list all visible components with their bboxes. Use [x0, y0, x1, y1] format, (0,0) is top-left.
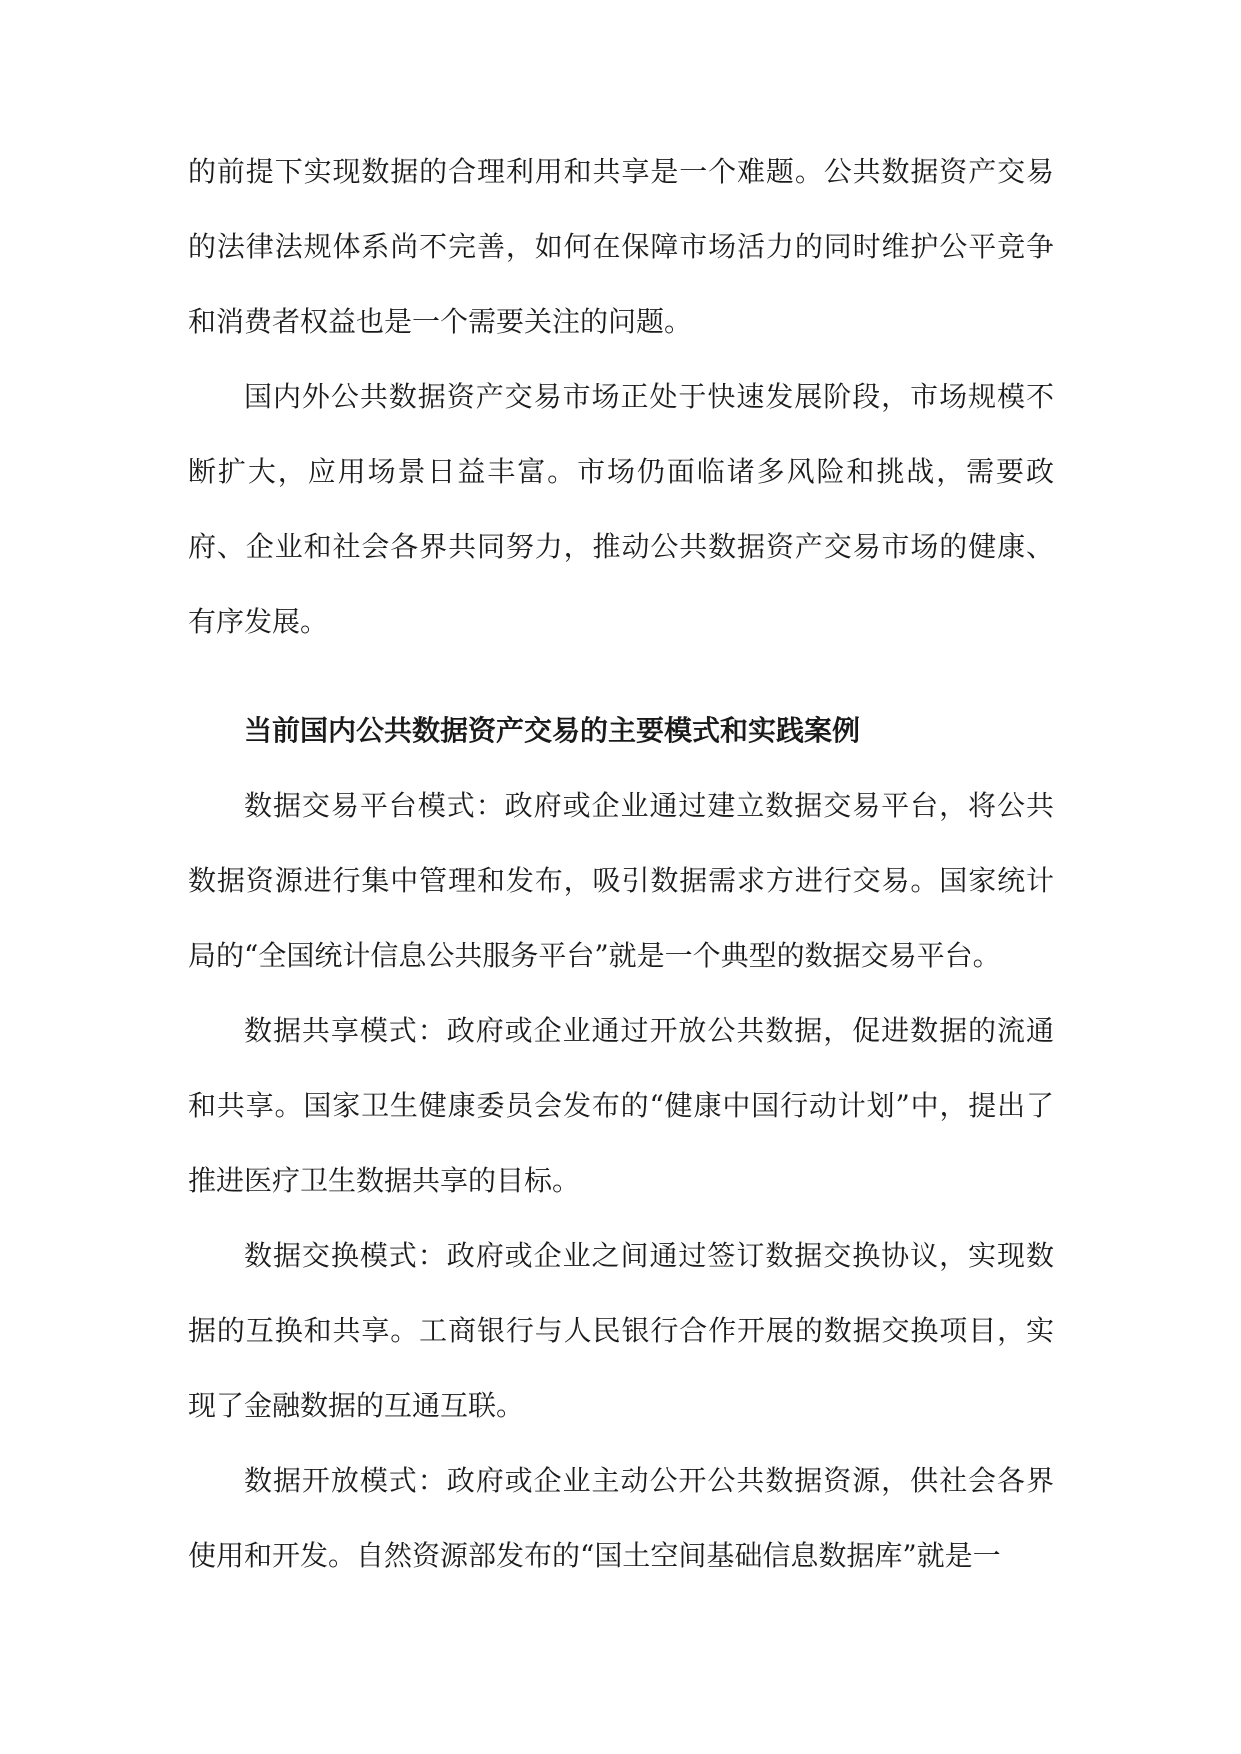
paragraph-trading-platform-mode: 数据交易平台模式：政府或企业通过建立数据交易平台，将公共数据资源进行集中管理和发布，吸引数据需求方进行交易。国家统计局的“全国统计信息公共服务平台”就是一个典型的数据交易平台。 [188, 789, 1054, 972]
paragraph-market-overview: 国内外公共数据资产交易市场正处于快速发展阶段，市场规模不断扩大，应用场景日益丰富。市场仍面临诸多风险和挑战，需要政府、企业和社会各界共同努力，推动公共数据资产交易市场的健康、有序发展。 [188, 380, 1054, 638]
paragraph-data-open-mode: 数据开放模式：政府或企业主动公开公共数据资源，供社会各界使用和开发。自然资源部发布的“国土空间基础信息数据库”就是一 [188, 1464, 1054, 1572]
paragraph-continued: 的前提下实现数据的合理利用和共享是一个难题。公共数据资产交易的法律法规体系尚不完善，如何在保障市场活力的同时维护公平竞争和消费者权益也是一个需要关注的问题。 [188, 155, 1054, 338]
paragraph-data-sharing-mode: 数据共享模式：政府或企业通过开放公共数据，促进数据的流通和共享。国家卫生健康委员会发布的“健康中国行动计划”中，提出了推进医疗卫生数据共享的目标。 [188, 1014, 1054, 1197]
section-heading: 当前国内公共数据资产交易的主要模式和实践案例 [244, 714, 861, 747]
document-body [188, 134, 1054, 1593]
paragraph-data-exchange-mode: 数据交换模式：政府或企业之间通过签订数据交换协议，实现数据的互换和共享。工商银行与人民银行合作开展的数据交换项目，实现了金融数据的互通互联。 [188, 1239, 1054, 1422]
